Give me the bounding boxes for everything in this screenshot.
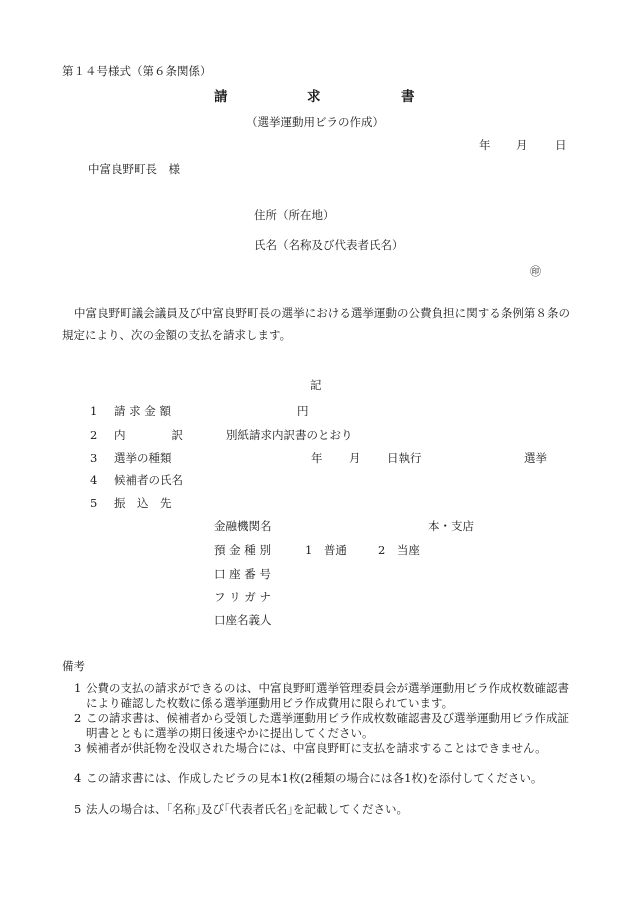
deposit-option-current: 2 当座 [378,543,420,557]
item-number: 3 [90,451,98,465]
addressee: 中富良野町長 様 [88,162,180,176]
date-day: 日 [555,138,567,152]
document-subtitle: （選挙運動用ビラの作成） [246,115,384,129]
item-label: 候補者の氏名 [114,473,183,487]
bank-institution-label: 金融機関名 [214,519,272,533]
form-label: 第１４号様式（第６条関係） [62,64,212,78]
account-holder-label: 口座名義人 [214,613,272,627]
note-number: 3 [74,741,82,755]
notes-heading: 備考 [62,659,85,673]
note-text: 候補者が供託物を没収された場合には、中富良野町に支払を請求することはできません。 [86,741,547,755]
note-number: 2 [74,711,82,725]
note-text: 法人の場合は、｢名称｣及び｢代表者氏名｣を記載してください。 [86,802,408,816]
item-value: 別紙請求内訳書のとおり [226,428,353,442]
note-text: 公費の支払の請求ができるのは、中富良野町選挙管理委員会が選挙運動用ビラ作成枚数確認書により確認した枚数に係る選挙運動用ビラ作成費用に限られています。 [86,681,569,710]
title-char-1: 請 [214,89,228,105]
furigana-label: フ リ ガ ナ [214,590,271,604]
note-text: この請求書には、作成したビラの見本1枚(2種類の場合には各1枚)を添付してください。 [86,771,543,785]
title-char-2: 求 [307,89,321,105]
note-text: この請求書は、候補者から受領した選挙運動用ビラ作成枚数確認書及び選挙運動用ビラ作成証明書とともに選挙の期日後速やかに提出してください。 [86,711,569,740]
body-paragraph: 中富良野町議会議員及び中富良野町長の選挙における選挙運動の公費負担に関する条例第８条の規定により、次の金額の支払を請求します。 [62,306,570,342]
title-char-3: 書 [401,89,415,105]
note-item [62,802,570,817]
deposit-type-label: 預 金 種 別 [214,543,271,557]
item-number: 5 [90,496,98,510]
note-number: 4 [74,771,82,785]
item-number: 1 [90,404,98,418]
item-label: 選挙の種類 [114,451,172,465]
note-item [62,741,570,756]
item-value-yen: 円 [297,404,309,418]
item-label: 振 込 先 [114,496,172,510]
election-month: 月 [349,451,361,465]
note-number: 5 [74,802,82,816]
election-day: 日執行 [387,451,422,465]
note-item [62,681,570,711]
item-label: 請 求 金 額 [114,404,171,418]
seal-mark: ㊞ [530,265,541,278]
bank-branch-label: 本・支店 [428,519,474,533]
applicant-name-label: 氏名（名称及び代表者氏名） [254,238,404,252]
item-number: 4 [90,473,98,487]
applicant-address-label: 住所（所在地） [254,208,335,222]
date-month: 月 [516,138,528,152]
account-number-label: 口 座 番 号 [214,567,271,581]
item-number: 2 [90,428,98,442]
election-year: 年 [311,451,323,465]
note-item [62,771,570,786]
note-number: 1 [74,681,82,695]
item-label: 内 訳 [114,428,183,442]
election-type: 選挙 [524,451,547,465]
deposit-option-ordinary: 1 普通 [305,543,347,557]
ki-heading: 記 [310,378,322,392]
note-item [62,711,570,741]
date-year: 年 [479,138,491,152]
